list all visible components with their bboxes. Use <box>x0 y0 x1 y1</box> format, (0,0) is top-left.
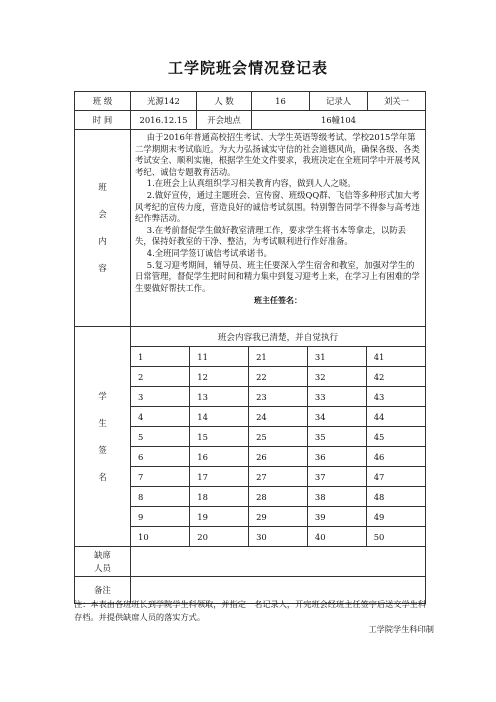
signature-slot[interactable]: 24 <box>249 407 308 427</box>
student-label-char: 签 <box>98 444 107 455</box>
absent-label <box>75 547 131 577</box>
class-label: 班 级 <box>75 92 131 111</box>
signature-slot[interactable]: 29 <box>249 507 308 527</box>
place-value: 16幢104 <box>252 111 426 130</box>
signature-slot[interactable]: 38 <box>307 487 366 507</box>
recorder-value: 刘关一 <box>368 92 426 111</box>
content-paragraph: 4.全班同学签订诚信考试承诺书。 <box>146 247 272 258</box>
signature-slot[interactable]: 2 <box>131 367 190 387</box>
absent-label-line: 人员 <box>94 562 111 573</box>
signature-slot[interactable]: 35 <box>307 427 366 447</box>
signature-slot[interactable]: 40 <box>307 527 366 547</box>
time-value: 2016.12.15 <box>131 111 197 130</box>
signature-grid-cell <box>131 327 426 547</box>
content-paragraph: 3.在考前督促学生做好教室清理工作，要求学生将书本等拿走，以防丢失，保持好教室的干净、整洁，为考试顺利进行作好准备。 <box>135 224 406 247</box>
signature-slot[interactable]: 22 <box>249 367 308 387</box>
signature-slot[interactable]: 27 <box>249 467 308 487</box>
signature-slot[interactable]: 47 <box>366 467 425 487</box>
signature-slot[interactable]: 32 <box>307 367 366 387</box>
content-label-char: 容 <box>98 263 107 273</box>
registration-table <box>74 91 426 604</box>
time-place-row <box>75 111 426 130</box>
signature-slot[interactable]: 18 <box>190 487 249 507</box>
signature-slot[interactable]: 48 <box>366 487 425 507</box>
signature-slot[interactable]: 10 <box>131 527 190 547</box>
signature-grid <box>131 327 425 546</box>
class-info-row <box>75 92 426 111</box>
table-row <box>131 487 425 507</box>
count-value: 16 <box>252 92 310 111</box>
signature-slot[interactable]: 1 <box>131 347 190 367</box>
signature-slot[interactable]: 49 <box>366 507 425 527</box>
signature-slot[interactable]: 6 <box>131 447 190 467</box>
signature-slot[interactable]: 45 <box>366 427 425 447</box>
signature-slot[interactable]: 39 <box>307 507 366 527</box>
signature-slot[interactable]: 3 <box>131 387 190 407</box>
content-paragraph: 2.做好宣传，通过主题班会、宣传窗、班级QQ群、飞信等多种形式加大考风考纪的宣传力度，营造良好的诚信考试氛围。特别警告同学不得参与高考违纪作弊活动。 <box>135 189 420 224</box>
signature-slot[interactable]: 19 <box>190 507 249 527</box>
table-row <box>131 507 425 527</box>
content-paragraph: 由于2016年普通高校招生考试、大学生英语等级考试、学校2015学年第二学期期末考试临近。为大力弘扬诚实守信的社会道德风尚，确保各级、各类考试安全、顺利实施，根据学生处文件要求，我班决定在全班同学中开展考风考纪、诚信专题教育活动。 <box>135 132 420 177</box>
student-label-char: 学 <box>98 390 107 401</box>
signature-slot[interactable]: 30 <box>249 527 308 547</box>
student-signature-label <box>75 327 131 547</box>
signature-slot[interactable]: 25 <box>249 427 308 447</box>
signature-slot[interactable]: 13 <box>190 387 249 407</box>
table-row <box>131 347 425 367</box>
table-row <box>131 387 425 407</box>
content-label-char: 会 <box>98 209 107 219</box>
content-paragraph: 1.在班会上认真组织学习相关教育内容，做到人人之晓。 <box>146 178 356 189</box>
student-signature-row <box>75 327 426 547</box>
absent-label-line: 缺席 <box>94 549 111 560</box>
count-label: 人 数 <box>197 92 252 111</box>
signature-slot[interactable]: 31 <box>307 347 366 367</box>
table-row <box>131 367 425 387</box>
content-paragraph: 5.复习迎考期间，辅导员、班主任要深入学生宿舍和教室，加强对学生的日常管理，督促学生把时间和精力集中到复习迎考上来，在学习上有困难的学生要做好帮扶工作。 <box>135 259 420 293</box>
content-row <box>75 130 426 327</box>
signature-slot[interactable]: 11 <box>190 347 249 367</box>
signature-grid-header: 班会内容我已清楚，并自觉执行 <box>131 327 425 347</box>
signature-slot[interactable]: 7 <box>131 467 190 487</box>
content-label <box>75 130 131 327</box>
signature-slot[interactable]: 16 <box>190 447 249 467</box>
teacher-signature-label: 班主任签名： <box>254 296 302 306</box>
meeting-content <box>131 130 426 327</box>
signature-slot[interactable]: 4 <box>131 407 190 427</box>
signature-slot[interactable]: 8 <box>131 487 190 507</box>
signature-slot[interactable]: 28 <box>249 487 308 507</box>
table-row <box>131 447 425 467</box>
remarks-label: 备注 <box>75 577 131 604</box>
signature-slot[interactable]: 9 <box>131 507 190 527</box>
signature-slot[interactable]: 14 <box>190 407 249 427</box>
student-label-char: 生 <box>98 417 107 428</box>
signature-slot[interactable]: 50 <box>366 527 425 547</box>
signature-slot[interactable]: 37 <box>307 467 366 487</box>
absent-field[interactable] <box>131 547 426 577</box>
content-label-char: 内 <box>98 236 107 246</box>
signature-slot[interactable]: 12 <box>190 367 249 387</box>
student-label-char: 名 <box>98 471 107 482</box>
page-title: 工学院班会情况登记表 <box>167 59 328 77</box>
signature-slot[interactable]: 36 <box>307 447 366 467</box>
signature-slot[interactable]: 17 <box>190 467 249 487</box>
printer-credit: 工学院学生科印制 <box>368 624 434 634</box>
class-value: 光源142 <box>131 92 197 111</box>
place-label: 开会地点 <box>197 111 252 130</box>
signature-slot[interactable]: 15 <box>190 427 249 447</box>
signature-slot[interactable]: 42 <box>366 367 425 387</box>
signature-slot[interactable]: 26 <box>249 447 308 467</box>
footnote: 注：本表由各班班长到学院学生科领取，并指定一名记录人，开完班会经班主任签字后送交学生科存档。并提供缺席人员的落实方式。 <box>74 599 427 622</box>
signature-slot[interactable]: 5 <box>131 427 190 447</box>
table-row <box>131 407 425 427</box>
signature-slot[interactable]: 20 <box>190 527 249 547</box>
table-row <box>131 427 425 447</box>
signature-slot[interactable]: 41 <box>366 347 425 367</box>
signature-slot[interactable]: 23 <box>249 387 308 407</box>
signature-slot[interactable]: 34 <box>307 407 366 427</box>
time-label: 时 间 <box>75 111 131 130</box>
table-row <box>131 467 425 487</box>
signature-slot[interactable]: 33 <box>307 387 366 407</box>
signature-slot[interactable]: 44 <box>366 407 425 427</box>
signature-slot[interactable]: 43 <box>366 387 425 407</box>
signature-grid-header-row <box>131 327 425 347</box>
table-row <box>131 527 425 547</box>
content-label-char: 班 <box>98 182 107 192</box>
signature-slot[interactable]: 21 <box>249 347 308 367</box>
recorder-label: 记录人 <box>310 92 368 111</box>
signature-slot[interactable]: 46 <box>366 447 425 467</box>
absent-row <box>75 547 426 577</box>
